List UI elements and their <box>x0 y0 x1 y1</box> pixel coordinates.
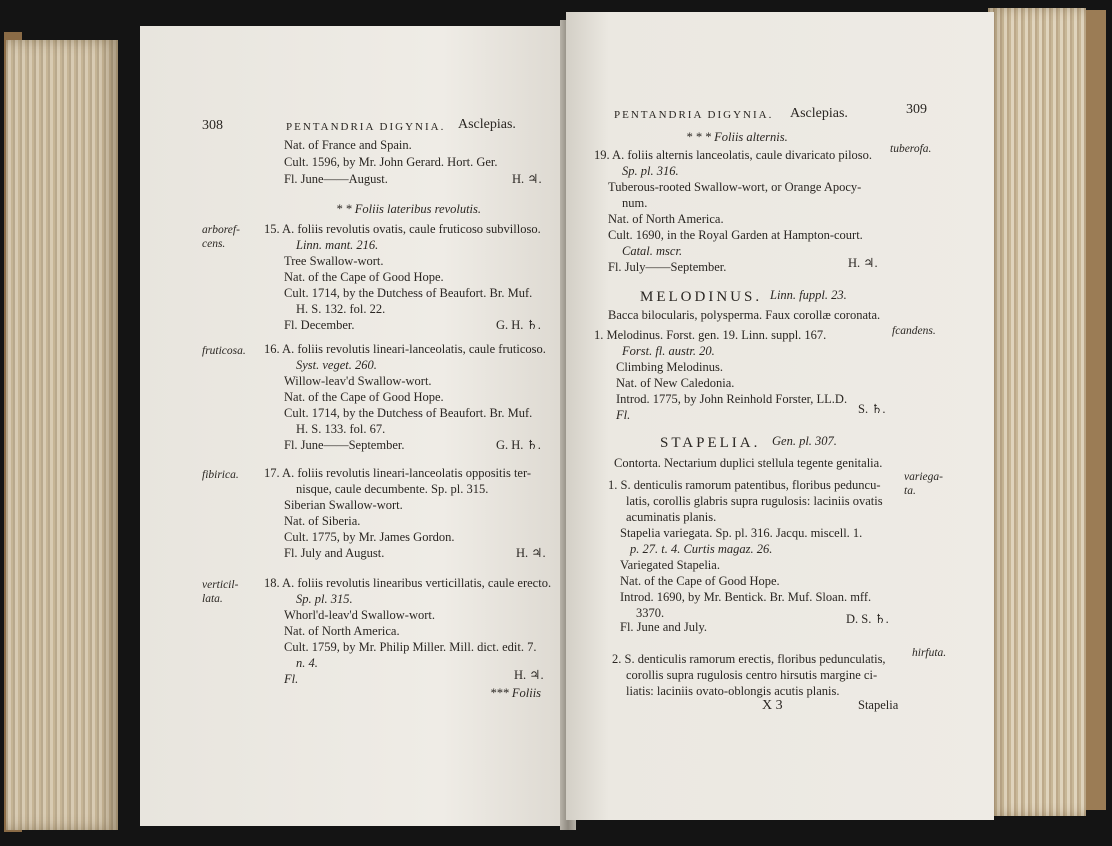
text-line: Catal. mscr. <box>622 244 683 258</box>
text-line: Sp. pl. 315. <box>296 592 353 606</box>
text-line: Bacca bilocularis, polysperma. Faux corollæ coronata. <box>608 308 881 322</box>
text-line: Nat. of New Caledonia. <box>616 376 735 390</box>
genus-reference: Gen. pl. 307. <box>772 434 837 448</box>
hardiness-code: D. S. ♄. <box>846 612 889 626</box>
text-line: Cult. 1714, by the Dutchess of Beaufort. Br. Muf. <box>284 286 533 300</box>
page-number: 309 <box>906 102 927 117</box>
running-genus: Asclepias. <box>790 106 848 121</box>
text-line: Fl. July and August. <box>284 546 385 560</box>
text-line: Cult. 1775, by Mr. James Gordon. <box>284 530 455 544</box>
text-line: 16. A. foliis revolutis lineari-lanceolatis, caule fruticoso. <box>264 342 546 356</box>
text-line: Contorta. Nectarium duplici stellula tegente genitalia. <box>614 456 883 470</box>
text-line: n. 4. <box>296 656 318 670</box>
text-line: 19. A. foliis alternis lanceolatis, caule divaricato piloso. <box>594 148 873 162</box>
hardiness-code: H. ♃. <box>516 546 546 560</box>
text-line: 18. A. foliis revolutis linearibus verticillatis, caule erecto. <box>264 576 552 590</box>
margin-epithet: cens. <box>202 238 226 250</box>
text-line: Introd. 1690, by Mr. Bentick. Br. Muf. Sloan. mff. <box>620 590 872 604</box>
margin-epithet: verticil- <box>202 579 239 591</box>
running-header: PENTANDRIA DIGYNIA. <box>614 109 774 121</box>
text-line: Cult. 1714, by the Dutchess of Beaufort. Br. Muf. <box>284 406 533 420</box>
text-line: Willow-leav'd Swallow-wort. <box>284 374 432 388</box>
text-line: Nat. of North America. <box>608 212 724 226</box>
text-line: Fl. December. <box>284 318 355 332</box>
text-line: Siberian Swallow-wort. <box>284 498 403 512</box>
text-line: num. <box>622 196 648 210</box>
text-line: 1. S. denticulis ramorum patentibus, floribus peduncu- <box>608 478 881 492</box>
margin-epithet: variega- <box>904 471 943 483</box>
genus-heading: MELODINUS. <box>640 289 763 305</box>
text-line: Nat. of North America. <box>284 624 400 638</box>
catchword: *** Foliis <box>490 686 542 700</box>
page-number: 308 <box>202 118 223 133</box>
margin-epithet: arboref- <box>202 224 240 236</box>
text-line: liatis: laciniis ovato-oblongis acutis planis. <box>626 684 840 698</box>
hardiness-code: G. H. ♄. <box>496 318 541 332</box>
margin-epithet: ta. <box>904 485 916 497</box>
margin-epithet: fcandens. <box>892 325 936 337</box>
text-line: Nat. of the Cape of Good Hope. <box>620 574 780 588</box>
hardiness-code: G. H. ♄. <box>496 438 541 452</box>
text-line: Whorl'd-leav'd Swallow-wort. <box>284 608 435 622</box>
right-page <box>566 12 994 820</box>
text-line: Fl. June——August. <box>284 172 388 186</box>
text-line: acuminatis planis. <box>626 510 717 524</box>
text-line: Fl. June——September. <box>284 438 405 452</box>
text-line: Tuberous-rooted Swallow-wort, or Orange Apocy- <box>608 180 862 194</box>
margin-epithet: hirfuta. <box>912 647 947 659</box>
page-edges-right <box>988 8 1086 816</box>
genus-heading: STAPELIA. <box>660 435 761 451</box>
text-line: corollis supra rugulosis centro hirsutis margine ci- <box>626 668 878 682</box>
text-line: Fl. <box>616 408 631 422</box>
running-genus: Asclepias. <box>458 117 516 132</box>
running-header: PENTANDRIA DIGYNIA. <box>286 121 446 133</box>
text-line: Fl. June and July. <box>620 620 708 634</box>
text-line: Cult. 1596, by Mr. John Gerard. Hort. Ger. <box>284 155 498 169</box>
margin-epithet: fibirica. <box>202 469 239 481</box>
hardiness-code: S. ♄. <box>858 402 886 416</box>
text-line: H. S. 133. fol. 67. <box>296 422 386 436</box>
text-line: 1. Melodinus. Forst. gen. 19. Linn. suppl. 167. <box>594 328 827 342</box>
text-line: Sp. pl. 316. <box>622 164 679 178</box>
text-line: latis, corollis glabris supra rugulosis: laciniis ovatis <box>626 494 883 508</box>
catchword: Stapelia <box>858 698 899 712</box>
text-line: Fl. <box>284 672 299 686</box>
hardiness-code: H. ♃. <box>514 668 544 682</box>
text-line: 3370. <box>636 606 665 620</box>
text-line: nisque, caule decumbente. Sp. pl. 315. <box>296 482 489 496</box>
text-line: Nat. of the Cape of Good Hope. <box>284 270 444 284</box>
text-line: Climbing Melodinus. <box>616 360 723 374</box>
text-line: Introd. 1775, by John Reinhold Forster, LL.D. <box>616 392 848 406</box>
text-line: 15. A. foliis revolutis ovatis, caule fruticoso subvilloso. <box>264 222 541 236</box>
section-heading: * * Foliis lateribus revolutis. <box>336 202 482 216</box>
section-heading: * * * Foliis alternis. <box>686 130 788 144</box>
margin-epithet: fruticosa. <box>202 345 246 357</box>
text-line: 17. A. foliis revolutis lineari-lanceolatis oppositis ter- <box>264 466 532 480</box>
left-page <box>140 26 572 826</box>
text-line: Fl. July——September. <box>608 260 727 274</box>
text-line: 2. S. denticulis ramorum erectis, floribus pedunculatis, <box>612 652 886 666</box>
hardiness-code: H. ♃. <box>848 256 878 270</box>
margin-epithet: lata. <box>202 593 223 605</box>
text-line: Linn. mant. 216. <box>296 238 379 252</box>
signature-mark: X 3 <box>762 698 783 713</box>
text-line: Tree Swallow-wort. <box>284 254 384 268</box>
genus-reference: Linn. fuppl. 23. <box>770 288 847 302</box>
page-edges-left <box>6 40 118 830</box>
text-line: Forst. fl. austr. 20. <box>622 344 715 358</box>
text-line: Cult. 1759, by Mr. Philip Miller. Mill. dict. edit. 7. <box>284 640 537 654</box>
text-line: Cult. 1690, in the Royal Garden at Hampton-court. <box>608 228 863 242</box>
hardiness-code: H. ♃. <box>512 172 542 186</box>
text-line: Nat. of France and Spain. <box>284 138 412 152</box>
text-line: Nat. of Siberia. <box>284 514 361 528</box>
text-line: p. 27. t. 4. Curtis magaz. 26. <box>630 542 773 556</box>
text-line: H. S. 132. fol. 22. <box>296 302 386 316</box>
margin-epithet: tuberofa. <box>890 143 932 155</box>
text-line: Nat. of the Cape of Good Hope. <box>284 390 444 404</box>
text-line: Stapelia variegata. Sp. pl. 316. Jacqu. miscell. 1. <box>620 526 863 540</box>
text-line: Syst. veget. 260. <box>296 358 377 372</box>
text-line: Variegated Stapelia. <box>620 558 720 572</box>
